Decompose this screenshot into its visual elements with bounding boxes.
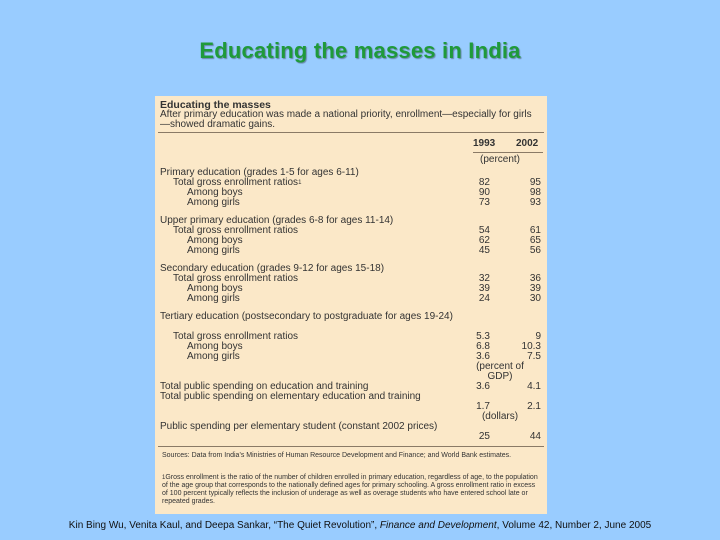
row-label: Among boys <box>187 235 243 246</box>
value-2002: 44 <box>529 431 541 442</box>
sources-note: Sources: Data from India’s Ministries of Human Resource Development and Finance; and World Bank estimates. <box>162 452 512 459</box>
value-1993: 54 <box>478 225 490 236</box>
row-label: Among girls <box>187 245 240 256</box>
value-1993: 1.7 <box>476 401 490 412</box>
value-2002: 39 <box>529 283 541 294</box>
value-2002: 93 <box>529 197 541 208</box>
divider <box>158 446 544 447</box>
value-1993: 3.6 <box>476 381 490 392</box>
row-label: Among boys <box>187 341 243 352</box>
row-label: Among girls <box>187 197 240 208</box>
value-1993: 45 <box>478 245 490 256</box>
table-subtitle: After primary education was made a national priority, enrollment—especially for girls—showed dramatic gains. <box>160 109 532 130</box>
row-label: Total gross enrollment ratios <box>173 331 299 342</box>
row-label-elementary-spending: Total public spending on elementary education and training <box>160 391 421 402</box>
unit-label-percent: (percent) <box>479 154 520 165</box>
unit-label-percent-gdp: (percent of GDP) <box>476 361 524 382</box>
value-2002: 2.1 <box>527 401 541 412</box>
data-table-panel <box>155 96 547 514</box>
value-2002: 36 <box>529 273 541 284</box>
value-1993: 73 <box>478 197 490 208</box>
value-2002: 9 <box>535 331 541 342</box>
divider <box>473 152 543 153</box>
table-title: Educating the masses <box>160 99 271 111</box>
value-2002: 7.5 <box>527 351 541 362</box>
row-label: Among boys <box>187 283 243 294</box>
divider <box>158 132 544 133</box>
section-heading-primary: Primary education (grades 1-5 for ages 6-11) <box>160 167 359 178</box>
table-header <box>160 100 540 130</box>
unit-label-dollars: (dollars) <box>481 411 519 422</box>
value-2002: 30 <box>529 293 541 304</box>
slide-title: Educating the masses in India <box>199 38 521 63</box>
value-2002: 56 <box>529 245 541 256</box>
section-heading-secondary: Secondary education (grades 9-12 for ages 15-18) <box>160 263 385 274</box>
section-heading-upper-primary: Upper primary education (grades 6-8 for ages 11-14) <box>160 215 394 226</box>
value-1993: 6.8 <box>476 341 490 352</box>
value-1993: 62 <box>478 235 490 246</box>
value-2002: 65 <box>529 235 541 246</box>
row-label: Among girls <box>187 351 240 362</box>
row-label: Among girls <box>187 293 240 304</box>
row-label: Total gross enrollment ratios <box>173 273 299 284</box>
column-header-2002: 2002 <box>516 138 539 149</box>
column-header-1993: 1993 <box>473 138 496 149</box>
value-1993: 82 <box>478 177 490 188</box>
value-2002: 98 <box>529 187 541 198</box>
row-label-total-spending: Total public spending on education and training <box>160 381 369 392</box>
value-2002: 95 <box>529 177 541 188</box>
row-label-per-student: Public spending per elementary student (constant 2002 prices) <box>160 421 438 432</box>
citation: Kin Bing Wu, Venita Kaul, and Deepa Sankar, “The Quiet Revolution”, Finance and Development, Volume 42, Number 2, June 2005 <box>68 520 652 531</box>
footnote: 1Gross enrollment is the ratio of the number of children enrolled in primary education, regardless of age, to the population of the age group that corresponds to the nationally defined ages for primary schooling. A gross enrollment ratio in excess of 100 percent typically reflects the inclusion of underage as well as overage students who have entered school late or repeated grades. <box>162 474 538 505</box>
value-2002: 61 <box>529 225 541 236</box>
section-heading-tertiary: Tertiary education (postsecondary to postgraduate for ages 19-24) <box>160 311 453 322</box>
value-1993: 32 <box>478 273 490 284</box>
value-2002: 10.3 <box>521 341 541 352</box>
value-1993: 90 <box>478 187 490 198</box>
row-label: Total gross enrollment ratios$^1$ <box>173 177 302 188</box>
row-label: Among boys <box>187 187 243 198</box>
value-1993: 5.3 <box>476 331 490 342</box>
row-label: Total gross enrollment ratios <box>173 225 299 236</box>
value-2002: 4.1 <box>527 381 541 392</box>
value-1993: 24 <box>478 293 490 304</box>
value-1993: 25 <box>478 431 490 442</box>
value-1993: 3.6 <box>476 351 490 362</box>
value-1993: 39 <box>478 283 490 294</box>
